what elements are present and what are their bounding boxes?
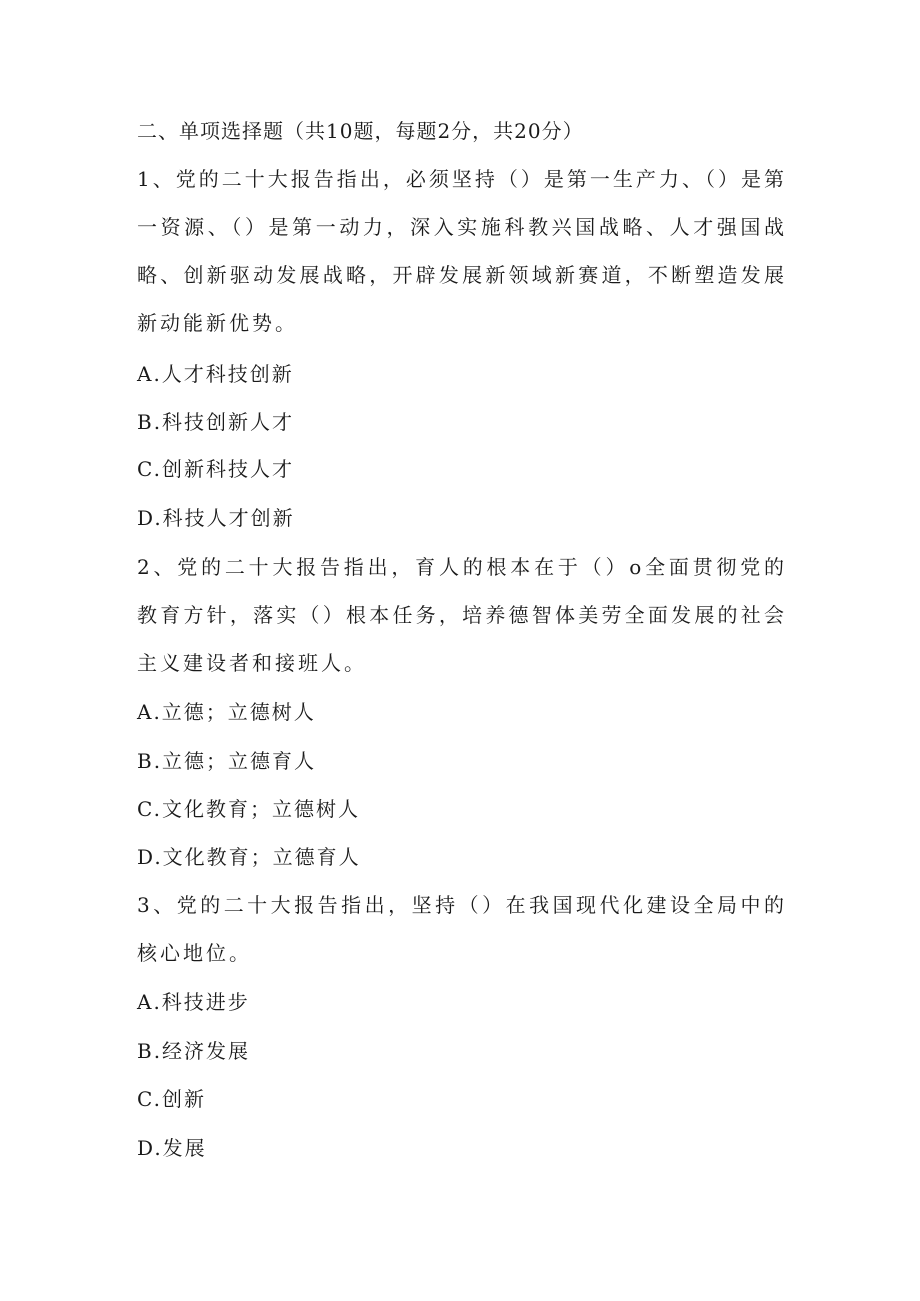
question-1-option-c: C.创新科技人才: [137, 457, 294, 481]
question-3-option-c: C.创新: [137, 1087, 206, 1111]
question-2-option-c: C.文化教育；立德树人: [137, 797, 360, 821]
section-title: 二、单项选择题（共10题，每题2分，共20分）: [137, 119, 584, 143]
question-2-option-d: D.文化教育；立德育人: [137, 845, 361, 869]
question-3-option-d: D.发展: [137, 1136, 207, 1160]
question-2-option-b: B.立德；立德育人: [137, 749, 317, 773]
question-3-option-a: A.科技进步: [137, 990, 250, 1014]
question-3-stem: 3、党的二十大报告指出，坚持（）在我国现代化建设全局中的核心地位。: [137, 893, 787, 965]
question-1-option-a: A.人才科技创新: [137, 362, 294, 386]
question-1-stem: 1、党的二十大报告指出，必须坚持（）是第一生产力、（）是第一资源、（）是第一动力，深入实施科教兴国战略、人才强国战略、创新驱动发展战略，开辟发展新领域新赛道，不断塑造发展新动能新优势。: [137, 167, 787, 335]
question-1-option-b: B.科技创新人才: [137, 410, 295, 434]
question-2-option-a: A.立德；立德树人: [137, 700, 316, 724]
question-2-stem: 2、党的二十大报告指出，育人的根本在于（）o全面贯彻党的教育方针，落实（）根本任务，培养德智体美劳全面发展的社会主义建设者和接班人。: [137, 555, 787, 675]
question-1-option-d: D.科技人才创新: [137, 506, 295, 530]
question-3-option-b: B.经济发展: [137, 1039, 251, 1063]
